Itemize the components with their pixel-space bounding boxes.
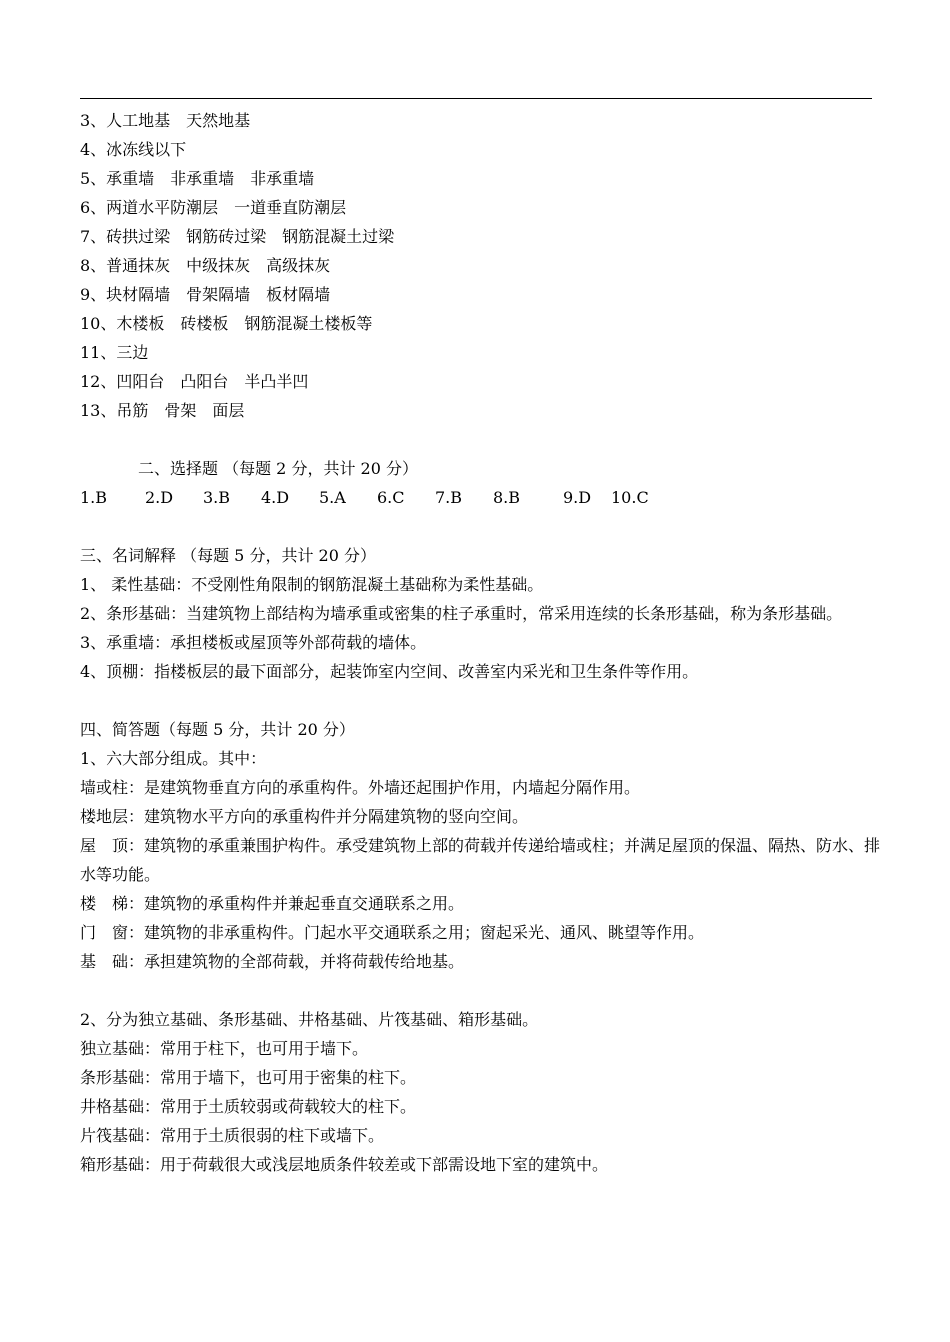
spacer xyxy=(80,512,885,541)
q1-intro: 1、六大部分组成。其中： xyxy=(80,749,267,768)
q1-wall-column: 墙或柱：是建筑物垂直方向的承重构件。外墙还起围护作用，内墙起分隔作用。 xyxy=(80,778,641,797)
choice-answer: 8.B xyxy=(493,488,521,507)
choice-answer: 10.C xyxy=(611,488,649,507)
fill-answer-10: 10、木楼板 砖楼板 钢筋混凝土楼板等 xyxy=(80,314,373,333)
term-definition-2: 2、条形基础：当建筑物上部结构为墙承重或密集的柱子承重时，常采用连续的长条形基础，称为条形基础。 xyxy=(80,604,843,623)
section-4-heading: 四、简答题（每题 5 分，共计 20 分） xyxy=(80,720,355,739)
fill-answer-4: 4、冰冻线以下 xyxy=(80,140,187,159)
spacer xyxy=(80,425,885,454)
fill-answer-7: 7、砖拱过梁 钢筋砖过梁 钢筋混凝土过梁 xyxy=(80,227,395,246)
term-definition-3: 3、承重墙：承担楼板或屋顶等外部荷载的墙体。 xyxy=(80,633,427,652)
section-3-heading: 三、名词解释 （每题 5 分，共计 20 分） xyxy=(80,546,376,565)
choice-answer: 6.C xyxy=(377,488,405,507)
q1-roof: 屋 顶：建筑物的承重兼围护构件。承受建筑物上部的荷载并传递给墙或柱；并满足屋顶的保温、隔热、防水、排水等功能。 xyxy=(80,836,881,884)
q2-grid-foundation: 井格基础：常用于土质较弱或荷载较大的柱下。 xyxy=(80,1097,417,1116)
spacer xyxy=(80,686,885,715)
fill-answer-13: 13、吊筋 骨架 面层 xyxy=(80,401,245,420)
q1-stairs: 楼 梯：建筑物的承重构件并兼起垂直交通联系之用。 xyxy=(80,894,465,913)
spacer xyxy=(80,976,885,1005)
section-2-heading: 二、选择题 （每题 2 分，共计 20 分） xyxy=(138,459,418,478)
fill-answer-12: 12、凹阳台 凸阳台 半凸半凹 xyxy=(80,372,309,391)
q1-foundation: 基 础：承担建筑物的全部荷载，并将荷载传给地基。 xyxy=(80,952,465,971)
fill-answer-3: 3、人工地基 天然地基 xyxy=(80,111,251,130)
choice-answer: 3.B xyxy=(203,488,231,507)
fill-answer-11: 11、三边 xyxy=(80,343,149,362)
q1-doors-windows: 门 窗：建筑物的非承重构件。门起水平交通联系之用；窗起采光、通风、眺望等作用。 xyxy=(80,923,705,942)
fill-answer-6: 6、两道水平防潮层 一道垂直防潮层 xyxy=(80,198,347,217)
term-definition-1: 1、 柔性基础：不受刚性角限制的钢筋混凝土基础称为柔性基础。 xyxy=(80,575,544,594)
q2-raft-foundation: 片筏基础：常用于土质很弱的柱下或墙下。 xyxy=(80,1126,385,1145)
document-body xyxy=(80,106,885,1179)
choice-answer: 7.B xyxy=(435,488,463,507)
choice-answer: 2.D xyxy=(145,488,174,507)
header-rule xyxy=(80,98,872,99)
choice-answers-row xyxy=(80,483,885,512)
q2-box-foundation: 箱形基础：用于荷载很大或浅层地质条件较差或下部需设地下室的建筑中。 xyxy=(80,1155,609,1174)
choice-answer: 9.D xyxy=(563,488,592,507)
fill-answers-list xyxy=(80,106,885,425)
q2-strip-foundation: 条形基础：常用于墙下，也可用于密集的柱下。 xyxy=(80,1068,417,1087)
choice-answer: 5.A xyxy=(319,488,346,507)
fill-answer-5: 5、承重墙 非承重墙 非承重墙 xyxy=(80,169,315,188)
choice-answer: 4.D xyxy=(261,488,290,507)
q2-isolated-foundation: 独立基础：常用于柱下，也可用于墙下。 xyxy=(80,1039,369,1058)
fill-answer-8: 8、普通抹灰 中级抹灰 高级抹灰 xyxy=(80,256,331,275)
term-definition-4: 4、顶棚：指楼板层的最下面部分，起装饰室内空间、改善室内采光和卫生条件等作用。 xyxy=(80,662,699,681)
fill-answer-9: 9、块材隔墙 骨架隔墙 板材隔墙 xyxy=(80,285,331,304)
q2-intro: 2、分为独立基础、条形基础、井格基础、片筏基础、箱形基础。 xyxy=(80,1010,539,1029)
choice-answer: 1.B xyxy=(80,488,108,507)
q1-floor: 楼地层：建筑物水平方向的承重构件并分隔建筑物的竖向空间。 xyxy=(80,807,529,826)
